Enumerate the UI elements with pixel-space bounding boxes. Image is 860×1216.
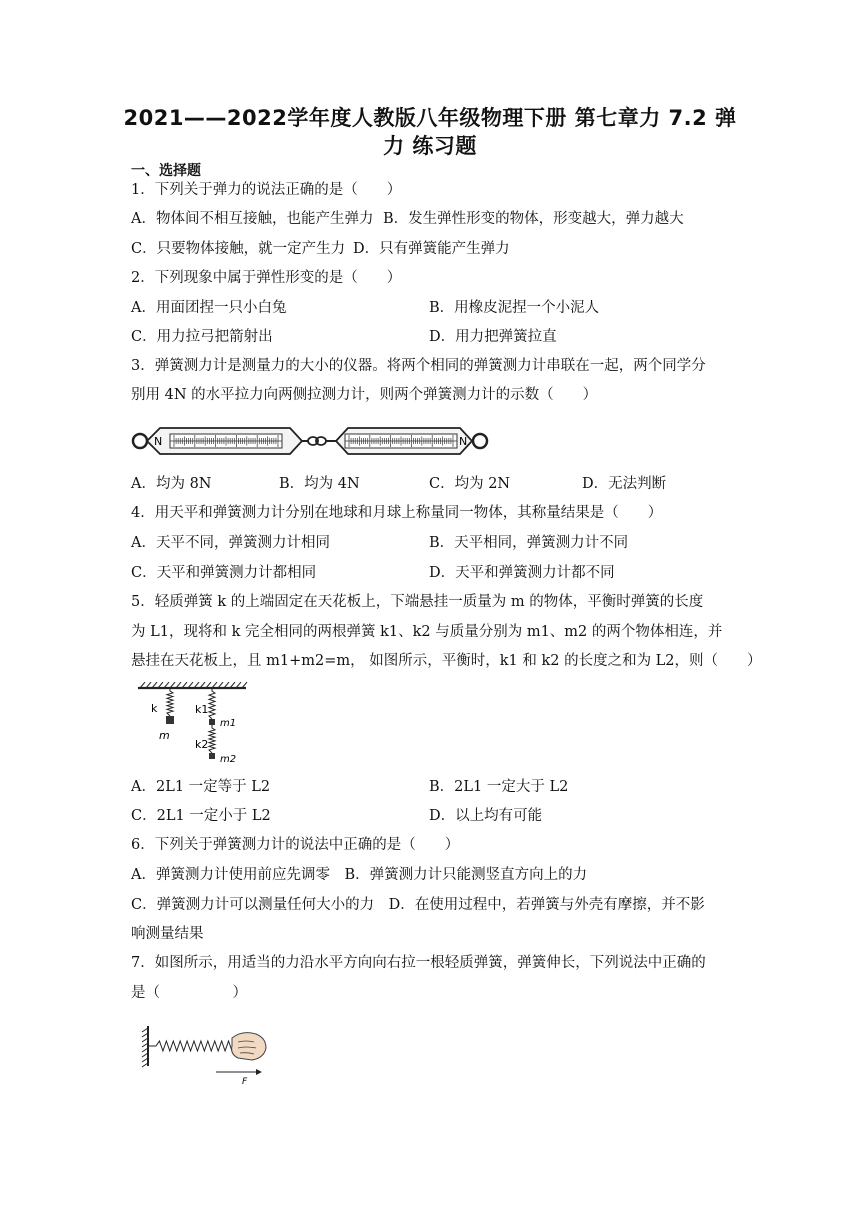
connecting-hooks xyxy=(302,437,336,445)
q5-option-a: A．2L1 一定等于 L2 xyxy=(131,779,271,795)
q3-option-d: D．无法判断 xyxy=(582,476,667,492)
q3-option-c: C．均为 2N xyxy=(429,476,511,492)
q4-option-c: C．天平和弹簧测力计都相同 xyxy=(131,565,317,581)
q5-stem-line-1: 5．轻质弹簧 k 的上端固定在天花板上，下端悬挂一质量为 m 的物体，平衡时弹簧的长度 xyxy=(131,594,704,610)
q7-stem-line-1: 7．如图所示，用适当的力沿水平方向向右拉一根轻质弹簧，弹簧伸长，下列说法中正确的 xyxy=(131,955,706,971)
q4-option-b: B．天平相同，弹簧测力计不同 xyxy=(429,535,629,551)
q2-option-a: A．用面团捏一只小白兔 xyxy=(131,300,287,316)
force-arrow xyxy=(216,1069,262,1086)
label-k1: k1 xyxy=(195,703,209,716)
q1-option-a: A．物体间不相互接触，也能产生弹力 xyxy=(131,211,374,227)
q3-option-b: B．均为 4N xyxy=(279,476,360,492)
mass-m1-block xyxy=(209,719,215,725)
q4-stem: 4．用天平和弹簧测力计分别在地球和月球上称量同一物体，其称量结果是（ ） xyxy=(131,505,663,521)
wall xyxy=(142,1026,148,1067)
q2-option-d: D．用力把弹簧拉直 xyxy=(429,329,557,345)
q2-option-c: C．用力拉弓把箭射出 xyxy=(131,329,273,345)
q7-stem-line-2: 是（ ） xyxy=(131,985,247,1001)
q5-option-d: D．以上均有可能 xyxy=(429,808,543,824)
label-m1: m1 xyxy=(220,718,237,729)
label-m2: m2 xyxy=(220,754,237,765)
q5-option-c: C．2L1 一定小于 L2 xyxy=(131,808,271,824)
label-m: m xyxy=(159,729,170,742)
q6-options-cd: C．弹簧测力计可以测量任何大小的力 D．在使用过程中，若弹簧与外壳有摩擦，并不影 xyxy=(131,897,705,913)
q2-option-b: B．用橡皮泥捏一个小泥人 xyxy=(429,300,600,316)
section-heading: 一、选择题 xyxy=(131,163,201,179)
q3-option-a: A．均为 8N xyxy=(131,476,212,492)
q1-option-d: D．只有弹簧能产生弹力 xyxy=(353,241,510,257)
label-k: k xyxy=(151,702,158,715)
q6-stem: 6．下列关于弹簧测力计的说法中正确的是（ ） xyxy=(131,837,460,853)
spring-scales-figure xyxy=(130,418,492,464)
right-spring-scale xyxy=(336,428,487,454)
mass-m-block xyxy=(166,716,174,724)
q3-stem-line-1: 3．弹簧测力计是测量力的大小的仪器。将两个相同的弹簧测力计串联在一起，两个同学分 xyxy=(131,358,706,374)
q4-option-d: D．天平和弹簧测力计都不同 xyxy=(429,565,615,581)
page-title xyxy=(60,104,800,160)
title-line-1: 2021——2022学年度人教版八年级物理下册 第七章力 7.2 弹 xyxy=(123,106,737,130)
right-scale-unit: N xyxy=(459,435,468,448)
label-k2: k2 xyxy=(195,738,209,751)
hand-icon xyxy=(232,1033,266,1060)
single-spring-assembly xyxy=(151,688,174,742)
left-scale-unit: N xyxy=(154,435,163,448)
q3-stem-line-2: 别用 4N 的水平拉力向两侧拉测力计，则两个弹簧测力计的示数（ ） xyxy=(131,387,598,403)
q1-option-c: C．只要物体接触，就一定产生力 xyxy=(131,241,346,257)
q5-option-b: B．2L1 一定大于 L2 xyxy=(429,779,569,795)
q1-option-b: B．发生弹性形变的物体，形变越大，弹力越大 xyxy=(383,211,684,227)
horizontal-spring-figure xyxy=(138,1022,278,1086)
double-spring-assembly xyxy=(195,688,236,765)
title-line-2: 力 练习题 xyxy=(383,134,477,158)
q2-stem: 2．下列现象中属于弹性形变的是（ ） xyxy=(131,270,402,286)
q6-options-ab: A．弹簧测力计使用前应先调零 B．弹簧测力计只能测竖直方向上的力 xyxy=(131,867,588,883)
mass-m2-block xyxy=(209,753,215,759)
horizontal-spring xyxy=(148,1041,238,1051)
q1-stem: 1．下列关于弹力的说法正确的是（ ） xyxy=(131,182,402,198)
q5-stem-line-3: 悬挂在天花板上，且 m1+m2=m， 如图所示，平衡时，k1 和 k2 的长度之和为 L2，则（ ） xyxy=(131,653,762,669)
q4-option-a: A．天平不同，弹簧测力计相同 xyxy=(131,535,330,551)
force-label: F xyxy=(242,1077,248,1086)
q6-options-cd-continued: 响测量结果 xyxy=(131,926,204,942)
left-spring-scale xyxy=(133,428,302,454)
hanging-springs-figure xyxy=(138,682,248,766)
ceiling xyxy=(138,682,247,688)
q5-stem-line-2: 为 L1，现将和 k 完全相同的两根弹簧 k1、k2 与质量分别为 m1、m2 的两个物体相连，并 xyxy=(131,624,723,640)
